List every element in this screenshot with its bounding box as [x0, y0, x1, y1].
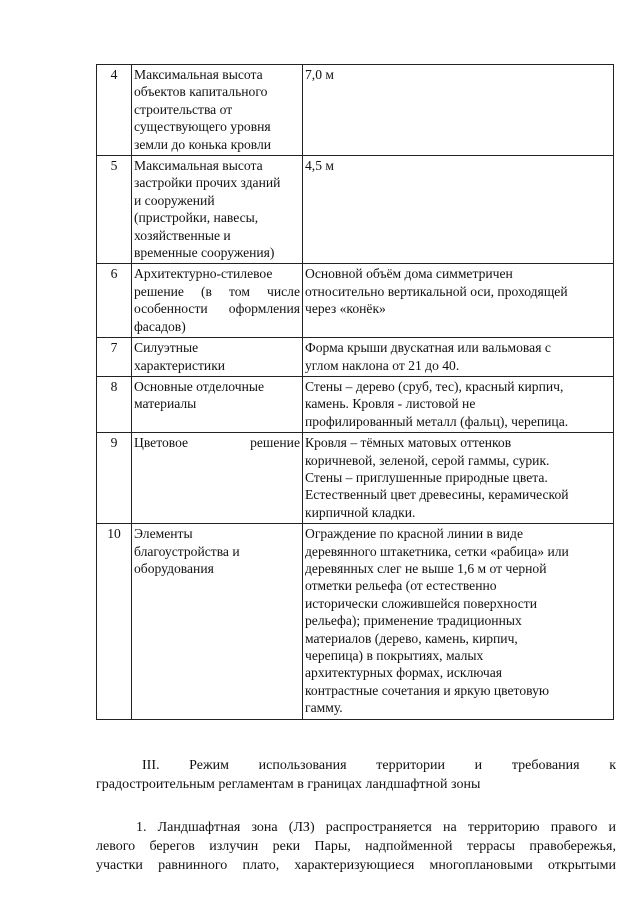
parameter-value-line: Основной объём дома симметричен — [305, 266, 513, 282]
parameter-name-line: оборудования — [134, 560, 214, 576]
row-number: 10 — [97, 524, 132, 719]
parameter-name-line: (пристройки, навесы, — [134, 210, 259, 226]
parameter-value — [303, 156, 614, 264]
paragraph-line-2: левого берегов излучин реки Пары, надпойменной террасы правобережья, — [96, 839, 616, 854]
parameter-value — [303, 264, 614, 338]
parameter-name-line: Силуэтные — [134, 340, 199, 356]
table-row — [97, 433, 614, 524]
parameter-name — [132, 524, 303, 719]
parameter-value-line: коричневой, зеленой, серой гаммы, сурик. — [305, 452, 550, 468]
parameter-name-line: благоустройства и — [134, 543, 240, 559]
table-row — [97, 524, 614, 719]
parameter-value-line: камень. Кровля - листовой не — [305, 396, 476, 412]
parameter-value — [303, 65, 614, 156]
parameter-value-line: Естественный цвет древесины, керамической — [305, 487, 569, 503]
row-number: 7 — [97, 338, 132, 377]
row-number: 8 — [97, 376, 132, 432]
row-number: 4 — [97, 65, 132, 156]
parameter-value-line: деревянного штакетника, сетки «рабица» или — [305, 543, 569, 559]
body-paragraph — [96, 818, 616, 875]
parameter-value-line: 7,0 м — [305, 67, 334, 82]
parameter-name-line: Максимальная высота — [134, 158, 263, 174]
table-body — [97, 65, 614, 720]
parameter-value — [303, 338, 614, 377]
parameter-name — [132, 156, 303, 264]
parameter-name-line: земли до конька кровли — [134, 136, 272, 152]
parameter-name-line: материалы — [134, 396, 197, 412]
parameter-name — [132, 65, 303, 156]
parameter-name-line: фасадов) — [134, 318, 186, 334]
parameter-name-line: решение (в том числе — [134, 283, 300, 299]
parameter-value-line: Кровля – тёмных матовых оттенков — [305, 435, 512, 451]
parameter-name-line: особенности оформления — [134, 301, 300, 317]
parameter-value-line: рельефа); применение традиционных — [305, 613, 522, 629]
parameter-name-line: характеристики — [134, 357, 226, 373]
parameter-value-line: относительно вертикальной оси, проходящей — [305, 283, 568, 299]
parameter-value-line: Форма крыши двускатная или вальмовая с — [305, 340, 551, 356]
parameter-value — [303, 376, 614, 432]
section-heading-line-1: III. Режим использования территории и требования к — [142, 758, 616, 773]
parameter-value-line: исторически сложившейся поверхности — [305, 595, 537, 611]
parameter-value-line: контрастные сочетания и яркую цветовую — [305, 682, 550, 698]
table-row — [97, 338, 614, 377]
parameter-name-line: Цветовое решение — [134, 435, 300, 451]
paragraph-line-1: 1. Ландшафтная зона (ЛЗ) распространяется на территорию правого и — [136, 820, 616, 835]
regulations-table — [96, 64, 614, 720]
parameter-value-line: материалов (дерево, камень, кирпич, — [305, 630, 518, 646]
parameter-name-line: временные сооружения) — [134, 245, 275, 261]
parameter-value-line: черепица) в покрытиях, малых — [305, 648, 484, 663]
parameter-name-line: хозяйственные и — [134, 227, 231, 243]
parameter-value-line: архитектурных формах, исключая — [305, 665, 503, 681]
parameter-name-line: Элементы — [134, 526, 193, 542]
parameter-name — [132, 264, 303, 338]
row-number: 5 — [97, 156, 132, 264]
row-number: 9 — [97, 433, 132, 524]
table-row — [97, 65, 614, 156]
parameter-name — [132, 433, 303, 524]
parameter-name-line: объектов капитального — [134, 84, 268, 100]
parameter-name — [132, 376, 303, 432]
table-row — [97, 264, 614, 338]
parameter-name-line: и сооружений — [134, 192, 215, 208]
parameter-value-line: 4,5 м — [305, 158, 334, 174]
section-heading-line-2: градостроительным регламентам в границах ландшафтной зоны — [96, 777, 481, 792]
parameter-value-line: Ограждение по красной линии в виде — [305, 526, 523, 542]
parameter-value-line: гамму. — [305, 700, 343, 716]
parameter-name — [132, 338, 303, 377]
table-row — [97, 376, 614, 432]
parameter-value-line: Стены – дерево (сруб, тес), красный кирпич, — [305, 378, 564, 394]
parameter-value — [303, 433, 614, 524]
parameter-name-line: Максимальная высота — [134, 67, 263, 82]
parameter-value-line: деревянных слег не выше 1,6 м от черной — [305, 560, 547, 576]
parameter-name-line: существующего уровня — [134, 119, 271, 135]
table-row — [97, 156, 614, 264]
parameter-name-line: Основные отделочные — [134, 378, 265, 394]
parameter-name-line: застройки прочих зданий — [134, 175, 281, 191]
paragraph-line-3: участки равнинного плато, характеризующиеся многоплановыми открытыми — [96, 858, 616, 873]
section-heading — [96, 756, 616, 794]
parameter-value-line: отметки рельефа (от естественно — [305, 578, 497, 594]
row-number: 6 — [97, 264, 132, 338]
parameter-value-line: Стены – приглушенные природные цвета. — [305, 469, 548, 485]
parameter-value — [303, 524, 614, 719]
parameter-value-line: кирпичной кладки. — [305, 504, 416, 520]
parameter-name-line: Архитектурно-стилевое — [134, 266, 273, 282]
parameter-value-line: через «конёк» — [305, 301, 386, 317]
parameter-value-line: профилированный металл (фальц), черепица. — [305, 413, 569, 429]
parameter-name-line: строительства от — [134, 101, 233, 117]
parameter-value-line: углом наклона от 21 до 40. — [305, 357, 460, 373]
